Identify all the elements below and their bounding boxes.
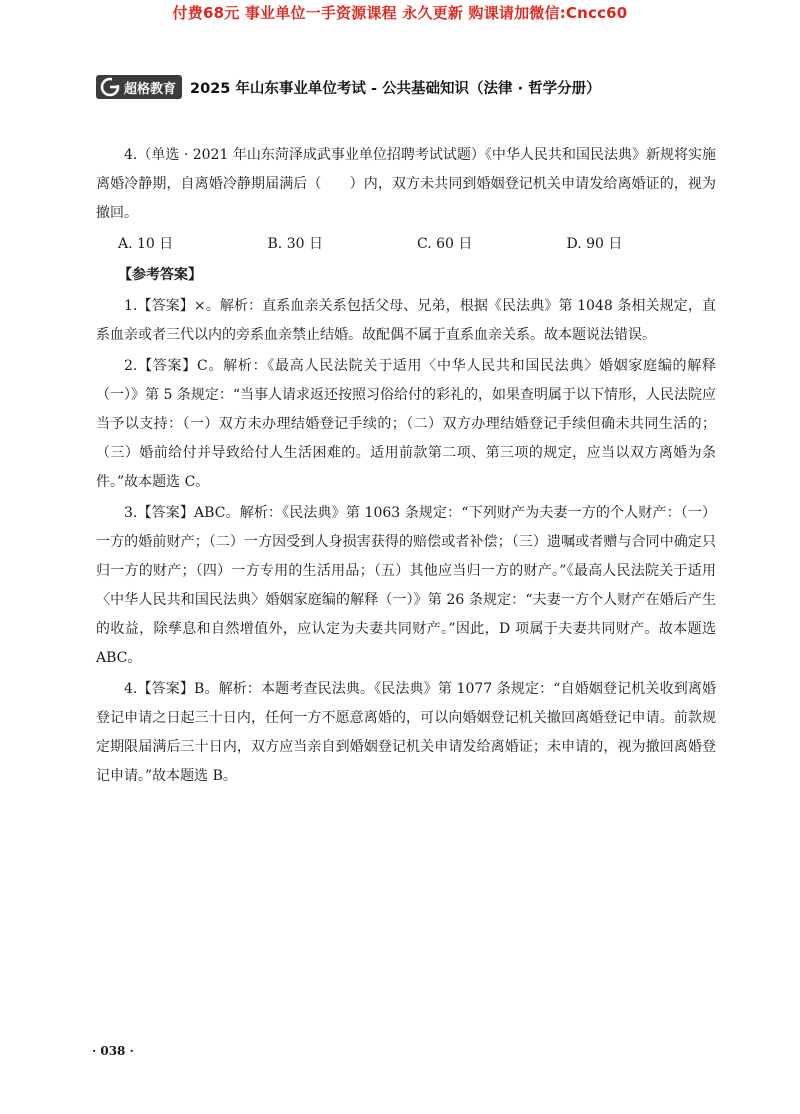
answer-3: 3.【答案】ABC。解析：《民法典》第 1063 条规定：“下列财产为夫妻一方的个人财产：（一）一方的婚前财产；（二）一方因受到人身损害获得的赔偿或者补偿；（三）遗嘱或者赠与合同中确定只归一方的财产；（四）一方专用的生活用品；（五）其他应当归一方的财产。”《最高人民法院关于适用〈中华人民共和国民法典〉婚姻家庭编的解释（一）》第 26 条规定：“夫妻一方个人财产在婚后产生的收益，除孳息和自然增值外，应认定为夫妻共同财产。”因此，D 项属于夫妻共同财产。故本题选 ABC。	[96, 505, 716, 666]
answer-1: 1.【答案】×。解析：直系血亲关系包括父母、兄弟，根据《民法典》第 1048 条相关规定，直系血亲或者三代以内的旁系血亲禁止结婚。故配偶不属于直系血亲关系。故本题说法错误。	[96, 298, 716, 343]
question-text: 4.（单选 · 2021 年山东菏泽成武事业单位招聘考试试题）《中华人民共和国民法典》新规将实施离婚冷静期，自离婚冷静期届满后（ ）内，双方未共同到婚姻登记机关申请发给离婚证的，视为撤回。	[96, 147, 716, 221]
option-a: A. 10 日	[118, 236, 174, 252]
option-b: B. 30 日	[267, 236, 323, 252]
option-c: C. 60 日	[417, 236, 473, 252]
reference-answer-heading: 【参考答案】	[118, 267, 202, 283]
brand-logo	[96, 75, 182, 99]
promo-banner: 付费68元 事业单位一手资源课程 永久更新 购课请加微信:Cncc60	[172, 4, 628, 22]
brand-logo-icon	[100, 77, 120, 97]
page-header	[96, 72, 716, 102]
page-number: · 038 ·	[92, 1044, 134, 1058]
option-d: D. 90 日	[566, 236, 623, 252]
answer-2: 2.【答案】C。解析：《最高人民法院关于适用〈中华人民共和国民法典〉婚姻家庭编的解释（一）》第 5 条规定：“当事人请求返还按照习俗给付的彩礼的，如果查明属于以下情形，人民法院应当予以支持：（一）双方未办理结婚登记手续的；（二）双方办理结婚登记手续但确未共同生活的；（三）婚前给付并导致给付人生活困难的。适用前款第二项、第三项的规定，应当以双方离婚为条件。”故本题选 C。	[96, 358, 716, 490]
brand-logo-text: 超格教育	[124, 81, 177, 97]
header-title: 2025 年山东事业单位考试 - 公共基础知识（法律 · 哲学分册）	[190, 80, 601, 97]
answer-4: 4.【答案】B。解析：本题考查民法典。《民法典》第 1077 条规定：“自婚姻登记机关收到离婚登记申请之日起三十日内，任何一方不愿意离婚的，可以向婚姻登记机关撤回离婚登记申请。前款规定期限届满后三十日内，双方应当亲自到婚姻登记机关申请发给离婚证；未申请的，视为撤回离婚登记申请。”故本题选 B。	[96, 681, 716, 784]
question-options	[96, 230, 716, 259]
page-content	[96, 141, 716, 793]
